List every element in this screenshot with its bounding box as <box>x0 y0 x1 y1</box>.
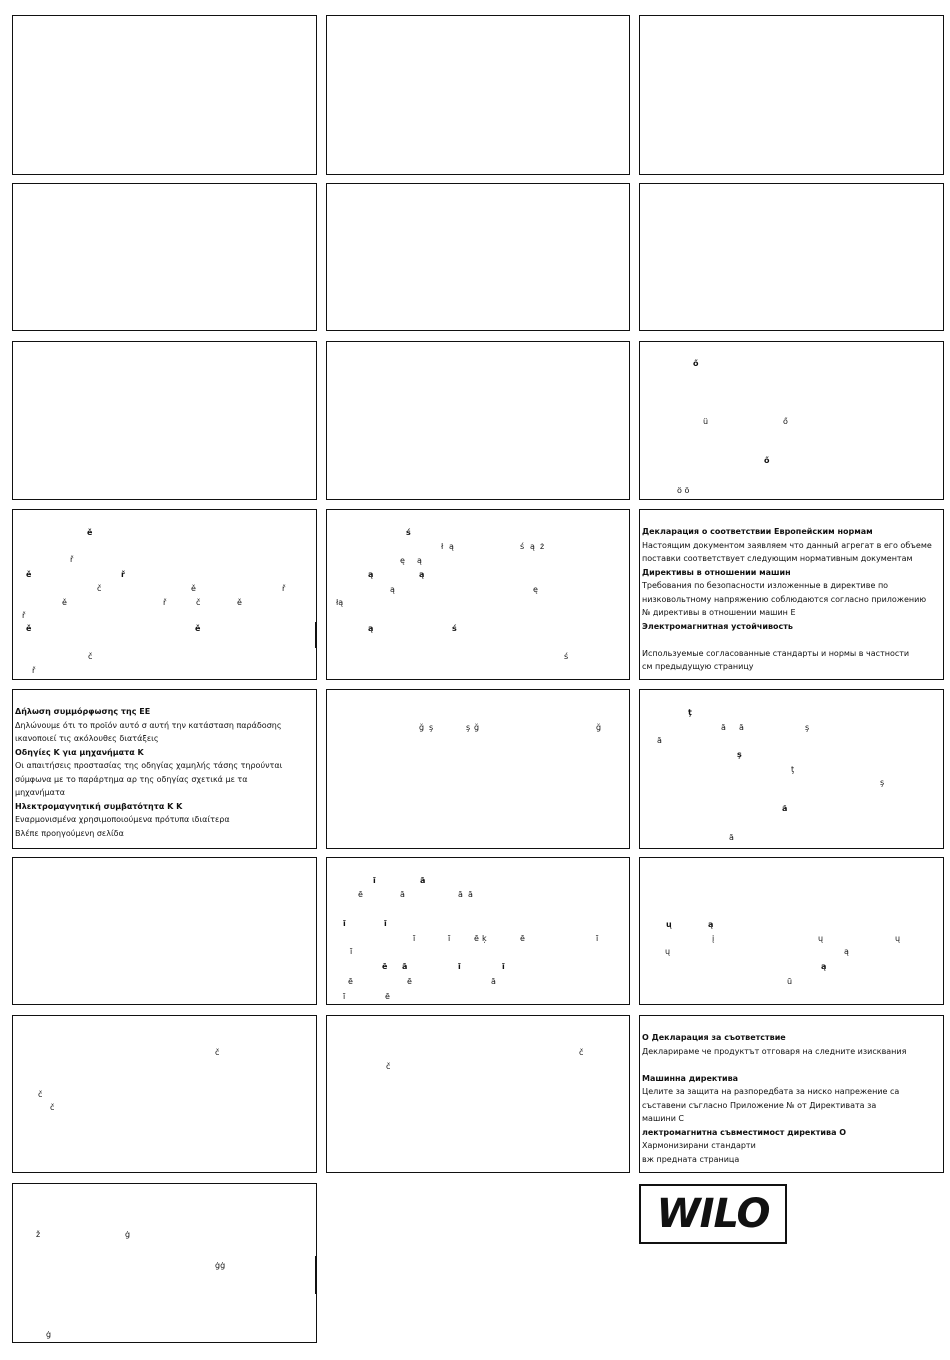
glyph: ş <box>805 723 810 732</box>
text-line: Εναρμονισμένα χρησιμοποιούμενα πρότυπα ιδιαίτερα <box>15 815 230 824</box>
blank-declaration-panel <box>326 341 630 500</box>
blank-declaration-panel <box>639 183 944 331</box>
glyph: ā <box>402 962 408 971</box>
russian-declaration-panel <box>639 509 944 680</box>
blank-declaration-panel <box>12 341 317 500</box>
glyph: ą <box>449 542 454 551</box>
glyph: ž <box>36 1230 41 1239</box>
glyph: ğ <box>474 723 480 732</box>
glyph: ų <box>895 934 901 943</box>
glyph: ş <box>466 723 471 732</box>
glyph: ē <box>520 934 525 943</box>
spacer <box>642 633 941 647</box>
glyph: ā <box>468 890 473 899</box>
text-line: вж предната страница <box>642 1154 740 1164</box>
text-line: Требования по безопасности изложенные в директиве по <box>642 581 889 590</box>
glyph: ē <box>358 890 363 899</box>
glyph: č <box>196 598 201 607</box>
glyph: ą <box>530 542 535 551</box>
text-line: Δηλώνουμε ότι το προϊόν αυτό σ αυτή την κατάσταση παράδοσης <box>15 720 282 730</box>
glyph: ł <box>441 542 444 551</box>
glyph: č <box>88 652 93 661</box>
romanian-declaration-panel <box>639 689 944 849</box>
section-heading: Οδηγίες Κ για μηχανήματα Κ <box>15 747 144 757</box>
text-line: Βλέπε προηγούμενη σελίδα <box>15 828 124 838</box>
glyph: ě <box>237 598 242 607</box>
glyph: č <box>97 584 102 593</box>
glyph: ā <box>420 876 426 885</box>
glyph: ų <box>666 920 672 929</box>
glyph: č <box>215 1048 220 1057</box>
text-line: Хармонизирани стандарти <box>642 1141 756 1150</box>
logo-wordmark: WILO <box>656 1191 770 1237</box>
text-line: низковольтному напряжению соблюдаются согласно приложению <box>642 594 927 604</box>
declaration-text <box>642 1031 941 1166</box>
blank-declaration-panel <box>639 15 944 175</box>
glyph: ě <box>87 528 93 537</box>
text-line: съставени съгласно Приложение № от Директивата за <box>642 1100 877 1110</box>
glyph: ą <box>368 570 374 579</box>
glyph: ă <box>721 723 726 732</box>
glyph: į <box>712 934 715 943</box>
declaration-text <box>642 525 941 674</box>
text-line: поставки соответствует следующим нормативным документам <box>642 554 913 563</box>
glyph: ă <box>657 736 662 745</box>
text-line: машини С <box>642 1114 685 1123</box>
glyph: ē <box>348 977 353 986</box>
glyph: łą <box>336 598 344 607</box>
section-heading: Электромагнитная устойчивость <box>642 621 793 631</box>
glyph: ğ <box>596 723 602 732</box>
declaration-title: О Декларация за съответствие <box>642 1033 786 1042</box>
glyph: ř <box>121 570 125 579</box>
text-line: № директивы в отношении машин Е <box>642 608 796 617</box>
text-line: см предыдущую страницу <box>642 662 754 671</box>
glyph: ş <box>429 723 434 732</box>
declaration-title: Декларация о соответствии Европейским нормам <box>642 527 873 536</box>
bulgarian-declaration-panel <box>639 1015 944 1173</box>
croatian-declaration-panel <box>12 1015 317 1173</box>
glyph: ś <box>564 652 569 661</box>
glyph: ř <box>32 666 36 675</box>
glyph: ö ö <box>677 486 690 495</box>
blank-declaration-panel <box>326 183 630 331</box>
blank-declaration-panel <box>12 15 317 175</box>
glyph: ų <box>665 947 671 956</box>
glyph: ő <box>783 417 788 426</box>
text-line: Οι απαιτήσεις προστασίας της οδηγίας χαμηλής τάσης τηρούνται <box>15 761 283 770</box>
polish-declaration-panel <box>326 509 630 680</box>
glyph: ś <box>452 624 457 633</box>
slovenian-declaration-panel <box>12 1183 317 1343</box>
glyph: ğ <box>419 723 425 732</box>
glyph: ū <box>787 977 793 986</box>
section-heading: лектромагнитна съвместимост директива О <box>642 1127 847 1137</box>
glyph: ă <box>729 833 734 842</box>
glyph: ą <box>821 962 827 971</box>
glyph: ī <box>343 919 346 928</box>
glyph: ě <box>62 598 67 607</box>
glyph: ī <box>458 962 461 971</box>
glyph: ř <box>282 584 286 593</box>
glyph: č <box>386 1062 391 1071</box>
spacer <box>642 1058 941 1072</box>
glyph: ř <box>70 555 74 564</box>
section-heading: Машинна директива <box>642 1073 739 1083</box>
text-line: Целите за защита на разпоредбата за ниско напрежение са <box>642 1087 900 1096</box>
glyph: ě <box>195 624 201 633</box>
glyph: ē <box>474 934 479 943</box>
glyph: ą <box>844 947 849 956</box>
glyph: ě <box>26 570 32 579</box>
glyph: ř <box>163 598 167 607</box>
glyph: ġġ <box>215 1261 226 1270</box>
glyph: ī <box>596 934 599 943</box>
glyph: ţ <box>791 765 795 774</box>
latvian-declaration-panel <box>326 857 630 1005</box>
declaration-title: Δήλωση συμμόρφωσης της ΕΕ <box>15 707 151 716</box>
glyph: ī <box>502 962 505 971</box>
glyph: ġ <box>125 1230 131 1239</box>
glyph: ą <box>417 556 422 565</box>
glyph: ě <box>191 584 196 593</box>
text-line: ικανοποιεί τις ακόλουθες διατάξεις <box>15 734 159 743</box>
glyph: ų <box>818 934 824 943</box>
glyph: č <box>50 1103 55 1112</box>
text-line: σύμφωνα με το παράρτημα αρ της οδηγίας σχετικά με τα <box>15 774 248 784</box>
glyph: ā <box>400 890 405 899</box>
blank-declaration-panel <box>12 857 317 1005</box>
glyph: ő <box>764 456 770 465</box>
margin-rule <box>315 622 316 648</box>
glyph: ş <box>880 778 885 787</box>
glyph: ü <box>703 417 709 426</box>
glyph: ą <box>708 920 714 929</box>
glyph: ă <box>739 723 744 732</box>
lithuanian-declaration-panel <box>639 857 944 1005</box>
glyph: ş <box>737 750 742 759</box>
glyph: ē <box>407 977 412 986</box>
glyph: č <box>38 1090 43 1099</box>
glyph: ą <box>419 570 425 579</box>
glyph: č <box>579 1048 584 1057</box>
glyph: ę <box>533 585 538 594</box>
glyph: ż <box>540 542 545 551</box>
glyph: ő <box>693 359 699 368</box>
margin-rule <box>315 1256 316 1294</box>
section-heading: Ηλεκτρομαγνητική συμβατότητα Κ Κ <box>15 801 183 811</box>
section-heading: Директивы в отношении машин <box>642 567 791 577</box>
glyph: ą <box>368 624 374 633</box>
turkish-declaration-panel <box>326 689 630 849</box>
greek-declaration-panel <box>12 689 317 849</box>
serbian-declaration-panel <box>326 1015 630 1173</box>
wilo-logo <box>639 1184 787 1244</box>
glyph: ě <box>26 624 32 633</box>
text-line: Декларираме че продуктът отговаря на следните изисквания <box>642 1046 907 1056</box>
glyph: ă <box>782 804 788 813</box>
blank-declaration-panel <box>12 183 317 331</box>
glyph: ţ <box>688 708 692 717</box>
glyph: ā <box>458 890 463 899</box>
glyph: ē <box>382 962 388 971</box>
glyph: ī <box>413 934 416 943</box>
glyph: ś <box>406 528 411 537</box>
czech-declaration-panel <box>12 509 317 680</box>
glyph: ī <box>384 919 387 928</box>
glyph: ę <box>400 556 405 565</box>
glyph: ē <box>385 992 390 1001</box>
glyph: ś <box>520 542 525 551</box>
glyph: ġ <box>46 1330 52 1339</box>
glyph: ī <box>448 934 451 943</box>
blank-declaration-panel <box>326 15 630 175</box>
glyph: ī <box>373 876 376 885</box>
hungarian-declaration-panel <box>639 341 944 500</box>
glyph: ķ <box>482 934 487 943</box>
text-line: Используемые согласованные стандарты и нормы в частности <box>642 648 910 658</box>
glyph: ř <box>22 611 26 620</box>
text-line: Настоящим документом заявляем что данный агрегат в его объеме <box>642 540 932 550</box>
declaration-text <box>15 705 314 840</box>
glyph: ą <box>390 585 395 594</box>
glyph: ā <box>491 977 496 986</box>
glyph: ī <box>350 947 353 956</box>
text-line: μηχανήματα <box>15 788 66 797</box>
glyph: ī <box>343 992 346 1001</box>
